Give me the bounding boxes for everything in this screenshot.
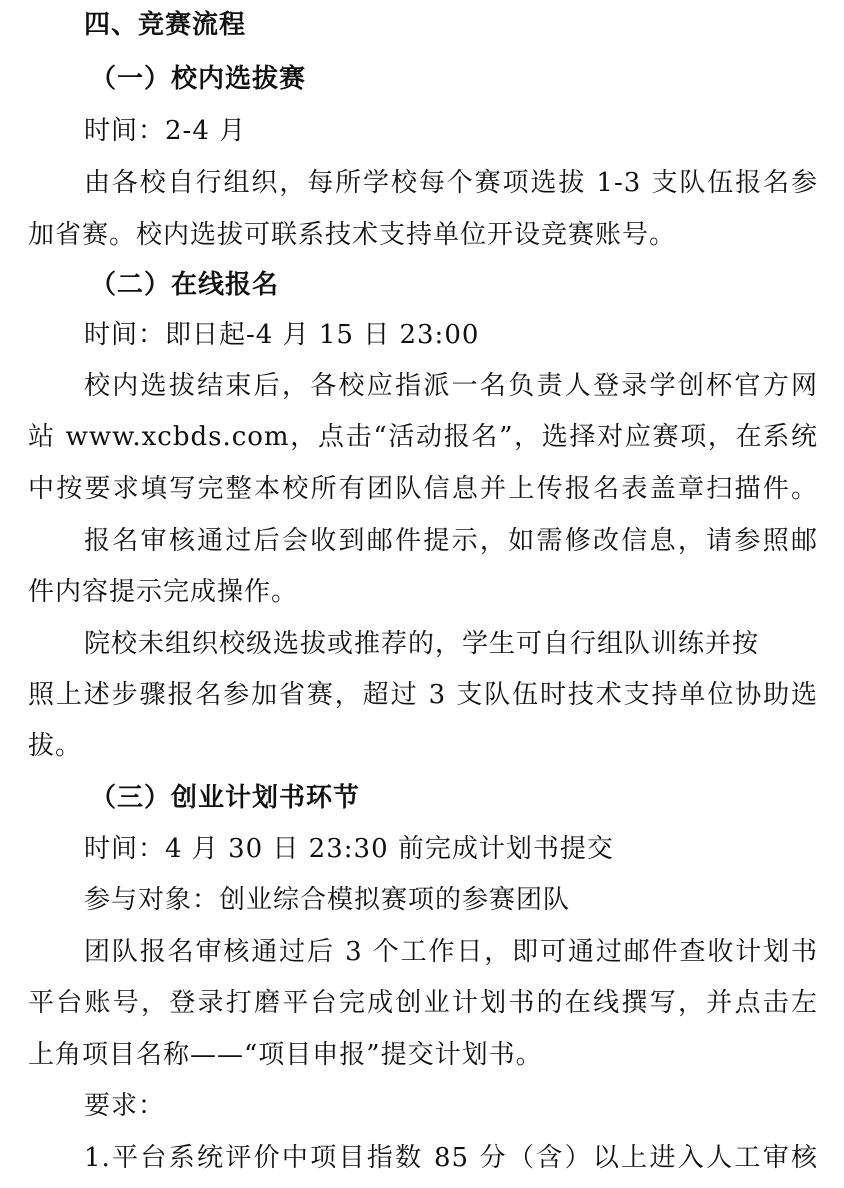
part1-body-line-1: 由各校自行组织，每所学校每个赛项选拔 1-3 支队伍报名参 xyxy=(84,168,818,198)
part3-participants: 参与对象：创业综合模拟赛项的参赛团队 xyxy=(84,885,571,915)
part2-para3-line-1: 院校未组织校级选拔或推荐的，学生可自行组队训练并按 xyxy=(84,629,760,659)
part2-para2-line-2: 件内容提示完成操作。 xyxy=(28,577,299,607)
part3-requirement-1: 1.平台系统评价中项目指数 85 分（含）以上进入人工审核 xyxy=(84,1143,818,1173)
part1-time: 时间：2-4 月 xyxy=(84,116,247,146)
part2-para1-line-1: 校内选拔结束后，各校应指派一名负责人登录学创杯官方网 xyxy=(84,371,818,401)
section-heading: 四、竞赛流程 xyxy=(84,10,247,40)
part3-title: （三）创业计划书环节 xyxy=(90,783,361,813)
part3-time: 时间：4 月 30 日 23:30 前完成计划书提交 xyxy=(84,834,614,864)
part2-para1-line-2: 站 www.xcbds.com，点击“活动报名”，选择对应赛项，在系统 xyxy=(28,422,818,452)
part2-para3-line-2: 照上述步骤报名参加省赛，超过 3 支队伍时技术支持单位协助选 xyxy=(28,680,818,710)
part3-para1-line-2: 平台账号，登录打磨平台完成创业计划书的在线撰写，并点击左 xyxy=(28,988,818,1018)
part3-requirements-label: 要求： xyxy=(84,1091,166,1121)
part1-title: （一）校内选拔赛 xyxy=(90,64,307,94)
part2-time: 时间：即日起-4 月 15 日 23:00 xyxy=(84,320,480,350)
part3-para1-line-3: 上角项目名称——“项目申报”提交计划书。 xyxy=(28,1040,543,1070)
part2-title: （二）在线报名 xyxy=(90,270,280,300)
part1-body-line-2: 加省赛。校内选拔可联系技术支持单位开设竞赛账号。 xyxy=(28,220,677,250)
part3-para1-line-1: 团队报名审核通过后 3 个工作日，即可通过邮件查收计划书 xyxy=(84,937,818,967)
part2-para3-line-3: 拔。 xyxy=(28,731,83,761)
part2-para1-line-3: 中按要求填写完整本校所有团队信息并上传报名表盖章扫描件。 xyxy=(28,474,818,504)
part2-para2-line-1: 报名审核通过后会收到邮件提示，如需修改信息，请参照邮 xyxy=(84,526,818,556)
